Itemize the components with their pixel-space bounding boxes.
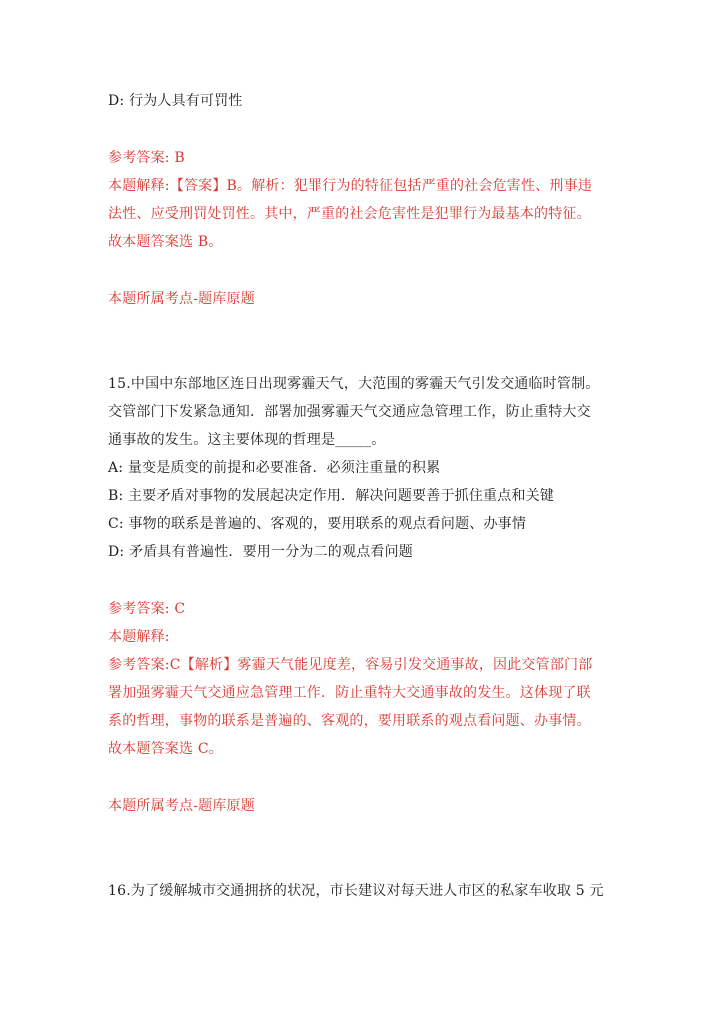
question-16-line: 16.为了缓解城市交通拥挤的状况，市长建议对每天进人市区的私家车收取 5 元 <box>108 883 604 899</box>
explanation-line: 署加强雾霾天气交通应急管理工作．防止重特大交通事故的发生。这体现了联 <box>108 685 591 701</box>
explanation-line: 系的哲理，事物的联系是普遍的、客观的，要用联系的观点看问题、办事情。 <box>108 713 591 729</box>
explanation-line: 本题解释:【答案】B。解析：犯罪行为的特征包括严重的社会危害性、刑事违 <box>108 178 593 194</box>
option-d: D: 行为人具有可罚性 <box>108 93 243 109</box>
question-15-line: 交管部门下发紧急通知．部署加强雾霾天气交通应急管理工作，防止重特大交 <box>108 404 591 420</box>
question-15-line: 15.中国中东部地区连日出现雾霾天气，大范围的雾霾天气引发交通临时管制。 <box>108 376 600 392</box>
option-c: C: 事物的联系是普遍的、客观的，要用联系的观点看问题、办事情 <box>108 516 527 532</box>
option-a: A: 量变是质变的前提和必要准备．必须注重量的积累 <box>108 460 441 476</box>
explanation-label: 本题解释: <box>108 629 170 645</box>
option-b: B: 主要矛盾对事物的发展起决定作用．解决问题要善于抓住重点和关键 <box>108 488 555 504</box>
explanation-line: 故本题答案选 B。 <box>108 234 223 250</box>
explanation-line: 故本题答案选 C。 <box>108 741 223 757</box>
source-label: 本题所属考点-题库原题 <box>108 291 255 307</box>
answer-label: 参考答案: B <box>108 150 185 166</box>
answer-label: 参考答案: C <box>108 601 186 617</box>
source-label: 本题所属考点-题库原题 <box>108 798 255 814</box>
question-15-line: 通事故的发生。这主要体现的哲理是_____。 <box>108 432 386 448</box>
option-d: D: 矛盾具有普遍性．要用一分为二的观点看问题 <box>108 544 413 560</box>
explanation-line: 参考答案:C【解析】雾霾天气能见度差，容易引发交通事故，因此交管部门部 <box>108 657 593 673</box>
explanation-line: 法性、应受刑罚处罚性。其中，严重的社会危害性是犯罪行为最基本的特征。 <box>108 206 591 222</box>
